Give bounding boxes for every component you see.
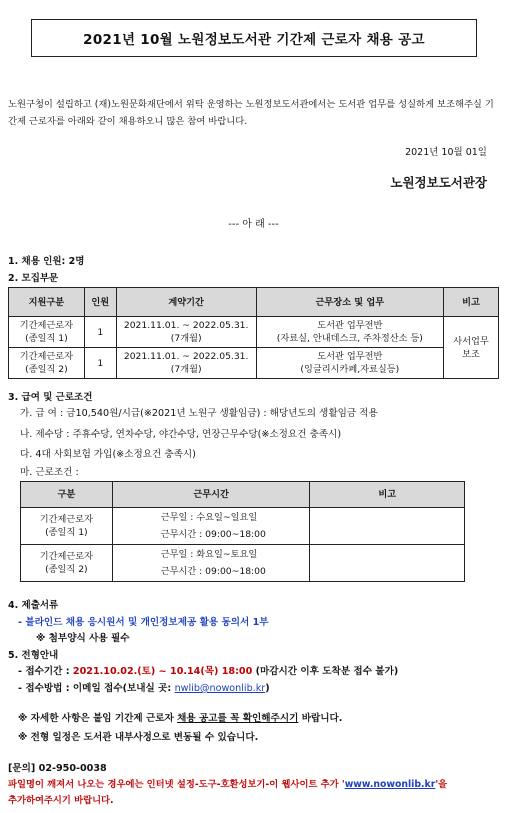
- cell-line: 기간제근로자: [19, 351, 74, 362]
- table-cell: 1: [84, 348, 116, 379]
- cell-line: 2021.11.01. ~ 2022.05.31.: [123, 351, 249, 362]
- table-cell: 1: [84, 317, 116, 348]
- note-details: [18, 710, 342, 724]
- table-cell: [310, 508, 465, 545]
- doc-form-required: ※ 첨부양식 사용 필수: [36, 633, 130, 644]
- table-header-cell: 지원구분: [9, 288, 85, 317]
- table-cell: [9, 317, 85, 348]
- footer-notice-suffix: '을: [435, 779, 448, 790]
- work-hours-table: [20, 481, 465, 582]
- issuer-name: 노원정보도서관장: [390, 175, 487, 190]
- cell-line: 보조: [462, 348, 480, 360]
- cell-line: (7개월): [170, 333, 202, 344]
- table-cell-note: [444, 317, 499, 379]
- apply-period: [18, 663, 398, 677]
- footer-notice-prefix: 파일명이 깨져서 나오는 경우에는 인터넷 설정-도구-호환성보기-이 웹사이트 추가 ': [8, 779, 345, 790]
- website-link[interactable]: www.nowonlib.kr: [344, 779, 436, 790]
- apply-method-close: ): [265, 683, 270, 694]
- condition-work: 마. 근로조건 :: [20, 467, 79, 478]
- table-cell: [112, 508, 310, 545]
- table-cell: [116, 348, 256, 379]
- cell-line: 도서관 업무전반: [317, 320, 383, 331]
- table-cell: [256, 317, 444, 348]
- cell-line: 근무일 : 수요일~일요일: [160, 512, 258, 523]
- footer-notice-line1: [8, 776, 447, 790]
- section-divider: --- 아 래 ---: [228, 219, 279, 230]
- table-cell: [112, 545, 310, 582]
- cell-line: 사서업무: [453, 335, 489, 347]
- email-link[interactable]: nwlib@nowonlib.kr: [174, 683, 266, 694]
- note-schedule: ※ 전형 일정은 도서관 내부사정으로 변동될 수 있습니다.: [18, 732, 259, 743]
- footer-notice-line2: 추가하여주시기 바랍니다.: [8, 795, 114, 806]
- intro-paragraph: 노원구청이 설립하고 (재)노원문화재단에서 위탁 운영하는 노원정보도서관에서는 도서관 업무를 성실하게 보조해주실 기간제 근로자를 아래와 같이 채용하오니 많은 참여 바랍니다.: [8, 99, 494, 127]
- contact-info: [문의] 02-950-0038: [8, 763, 107, 774]
- section-headcount: 1. 채용 인원: 2명: [8, 256, 85, 267]
- table-cell: [21, 545, 113, 582]
- apply-period-dates: 2021.10.02.(토) ~ 10.14(목) 18:00: [72, 666, 253, 677]
- cell-line: 기간제근로자: [19, 320, 74, 331]
- table-header-row: [9, 288, 499, 317]
- doc-application-form: - 블라인드 채용 응시원서 및 개인정보제공 활용 동의서 1부: [18, 617, 269, 628]
- table-header-cell: 인원: [84, 288, 116, 317]
- table-row: [21, 545, 465, 582]
- cell-line: 근무시간 : 09:00~18:00: [160, 566, 266, 577]
- note-details-suffix: 바랍니다.: [298, 713, 343, 724]
- cell-line: (종일직 2): [25, 364, 68, 375]
- cell-line: 2021.11.01. ~ 2022.05.31.: [123, 320, 249, 331]
- cell-line: (잉글리시카페,자료실등): [300, 364, 400, 375]
- cell-line: (종일직 1): [25, 333, 68, 344]
- table-cell: [9, 348, 85, 379]
- section-recruitment: 2. 모집부문: [8, 273, 59, 284]
- note-details-prefix: ※ 자세한 사항은 붙임 기간제 근로자: [18, 713, 178, 724]
- table-cell: [310, 545, 465, 582]
- table-row: [9, 348, 499, 379]
- apply-method-label: - 접수방법 : 이메일 접수(보내실 곳:: [18, 683, 175, 694]
- apply-method: [18, 680, 270, 694]
- cell-line: 기간제근로자: [39, 551, 93, 562]
- section-documents: 4. 제출서류: [8, 600, 59, 611]
- page-title: [31, 19, 477, 57]
- cell-line: (종일직 2): [45, 564, 88, 575]
- cell-line: 근무시간 : 09:00~18:00: [160, 529, 266, 540]
- table-header-cell: 비고: [444, 288, 499, 317]
- page-title-text: 2021년 10월 노원정보도서관 기간제 근로자 채용 공고: [83, 32, 425, 48]
- condition-insurance: 다. 4대 사회보험 가입(※소정요건 충족시): [20, 449, 196, 460]
- apply-period-label: - 접수기간 :: [18, 666, 73, 677]
- condition-pay: 가. 급 여 : 금10,540원/시급(※2021년 노원구 생활임금) : 해당년도의 생활임금 적용: [20, 408, 378, 419]
- condition-allowance: 나. 제수당 : 주휴수당, 연차수당, 야간수당, 연장근무수당(※소정요건 충족시): [20, 429, 342, 440]
- apply-period-note: (마감시간 이후 도착분 접수 불가): [252, 666, 399, 677]
- table-cell: [21, 508, 113, 545]
- table-header-cell: 구분: [21, 482, 113, 508]
- table-header-cell: 근무장소 및 업무: [256, 288, 444, 317]
- cell-line: 기간제근로자: [39, 514, 93, 525]
- cell-line: (종일직 1): [45, 527, 88, 538]
- note-details-underlined: 채용 공고를 꼭 확인해주시기: [177, 713, 299, 724]
- table-header-cell: 근무시간: [112, 482, 310, 508]
- cell-line: (자료실, 안내데스크, 주차정산소 등): [276, 333, 423, 344]
- section-pay: 3. 급여 및 근로조건: [8, 392, 93, 403]
- table-row: [21, 508, 465, 545]
- notice-date: 2021년 10월 01일: [405, 147, 487, 158]
- table-header-row: [21, 482, 465, 508]
- table-cell: [256, 348, 444, 379]
- table-header-cell: 계약기간: [116, 288, 256, 317]
- table-cell: [116, 317, 256, 348]
- section-screening: 5. 전형안내: [8, 650, 59, 661]
- cell-line: (7개월): [170, 364, 202, 375]
- cell-line: 근무일 : 화요일~토요일: [160, 549, 258, 560]
- table-row: [9, 317, 499, 348]
- cell-line: 도서관 업무전반: [317, 351, 383, 362]
- table-header-cell: 비고: [310, 482, 465, 508]
- recruitment-table: [8, 287, 499, 379]
